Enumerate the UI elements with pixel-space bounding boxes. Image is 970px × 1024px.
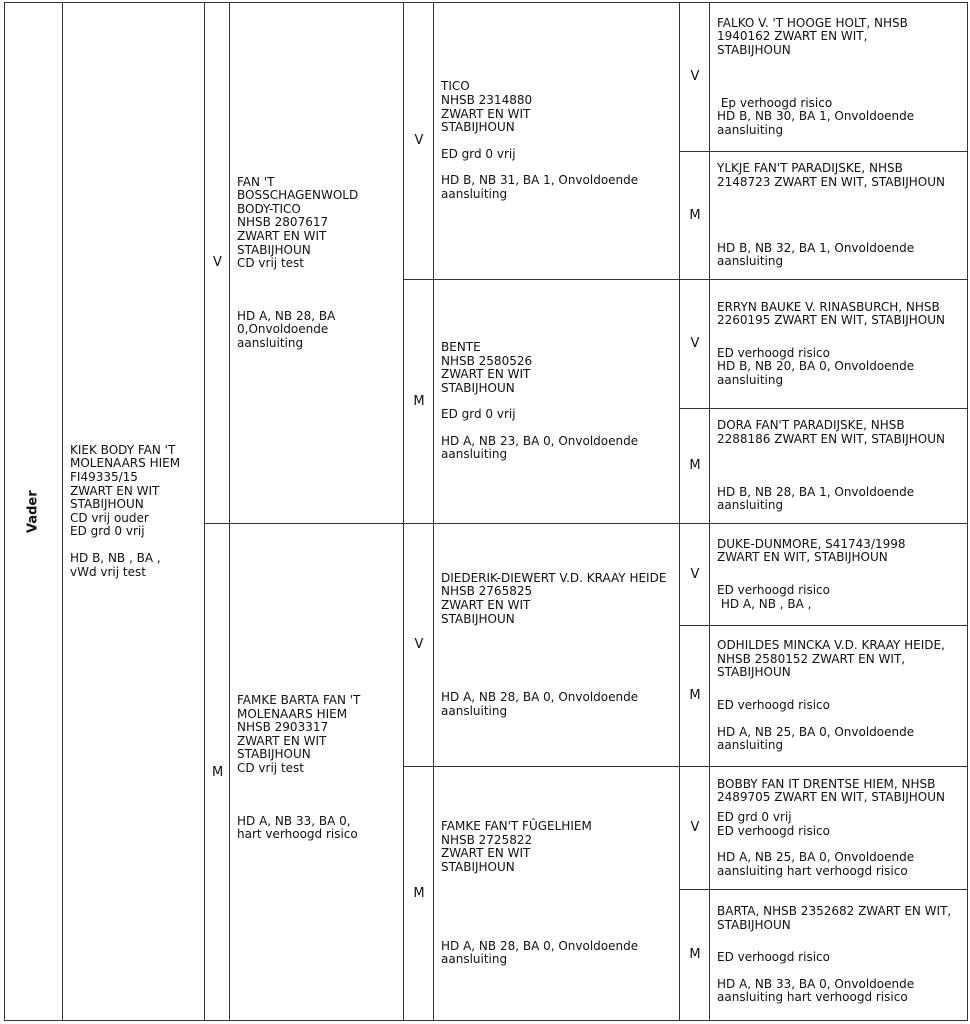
dog-name-line: 2288186 ZWART EN WIT, STABIJHOUN: [717, 431, 946, 446]
sex-marker: V: [404, 3, 434, 280]
gen2-dam-cell: [230, 524, 404, 1021]
gen4-cell: [710, 409, 968, 524]
dog-name-line: 2148723 ZWART EN WIT, STABIJHOUN: [717, 174, 946, 189]
sex-marker: M: [680, 626, 710, 767]
dog-name-line: NHSB 2580526: [441, 353, 533, 368]
dog-name-line: CD vrij test: [237, 256, 304, 271]
dog-name-line: 2489705 ZWART EN WIT, STABIJHOUN: [717, 790, 946, 805]
sire-name-line: FI49335/15: [70, 470, 138, 485]
sex-marker: M: [404, 280, 434, 524]
detail-line: aansluiting hart verhoogd risico: [717, 863, 908, 878]
dog-name-line: ZWART EN WIT: [441, 597, 531, 612]
sex-marker: M: [680, 409, 710, 524]
sex-marker: V: [680, 767, 710, 890]
dog-name-line: STABIJHOUN: [237, 242, 311, 257]
dog-name-line: FALKO V. 'T HOOGE HOLT, NHSB: [717, 15, 908, 30]
dog-name-line: FAMKE FAN'T FÛGELHIEM: [441, 819, 592, 834]
dog-name-line: STABIJHOUN: [441, 860, 515, 874]
dog-name-line: DIEDERIK-DIEWERT V.D. KRAAY HEIDE: [441, 570, 667, 585]
dog-name-line: 2260195 ZWART EN WIT, STABIJHOUN: [717, 313, 946, 328]
health-line: HD B, NB 31, BA 1, Onvoldoende: [441, 173, 639, 188]
dog-name-line: STABIJHOUN: [441, 380, 515, 395]
detail-line: ED verhoogd risico: [717, 345, 830, 360]
health-line: HD A, NB 28, BA 0, Onvoldoende: [441, 690, 639, 705]
dog-name-line: NHSB 2765825: [441, 584, 533, 599]
sex-marker: V: [680, 3, 710, 152]
sex-marker: V: [680, 524, 710, 626]
gen4-cell: [710, 524, 968, 626]
detail-line: HD B, NB 32, BA 1, Onvoldoende: [717, 240, 915, 255]
sire-name-line: ZWART EN WIT: [70, 483, 160, 498]
health-line: HD A, NB 28, BA: [237, 308, 336, 323]
detail-line: aansluiting: [717, 738, 784, 753]
dog-name-line: 1940162 ZWART EN WIT,: [717, 29, 868, 44]
detail-line: HD A, NB 33, BA 0, Onvoldoende: [717, 976, 915, 991]
detail-line: ED verhoogd risico: [717, 583, 830, 597]
dog-name-line: YLKJE FAN'T PARADIJSKE, NHSB: [717, 161, 903, 176]
dog-name-line: CD vrij test: [237, 760, 304, 775]
gen2-sire-cell: [230, 3, 404, 524]
health-line: aansluiting: [237, 335, 304, 350]
health-line: aansluiting: [441, 447, 508, 462]
dog-name-line: BOBBY FAN IT DRENTSE HIEM, NHSB: [717, 776, 936, 791]
detail-line: ED verhoogd risico: [717, 698, 830, 712]
dog-name-line: MOLENAARS HIEM: [237, 706, 348, 721]
sire-cell: [63, 3, 205, 1021]
detail-line: ED verhoogd risico: [717, 823, 830, 838]
health-line: hart verhoogd risico: [237, 827, 358, 842]
detail-line: HD B, NB 30, BA 1, Onvoldoende: [717, 109, 915, 124]
gen3-cell: [434, 280, 680, 524]
side-label: Vader: [5, 3, 63, 1021]
sire-health-line: HD B, NB , BA ,: [70, 550, 161, 565]
sex-marker: M: [680, 152, 710, 280]
dog-name-line: TICO: [441, 79, 470, 94]
health-line: HD A, NB 33, BA 0,: [237, 813, 351, 828]
detail-line: HD B, NB 28, BA 1, Onvoldoende: [717, 484, 915, 499]
sire-name-line: ED grd 0 vrij: [70, 524, 145, 539]
dog-name-line: NHSB 2725822: [441, 832, 533, 847]
dog-name-line: DUKE-DUNMORE, S41743/1998: [717, 536, 906, 551]
gen4-cell: [710, 626, 968, 767]
dog-name-line: STABIJHOUN: [237, 747, 311, 762]
dog-name-line: STABIJHOUN: [441, 120, 515, 135]
dog-name-line: BOSSCHAGENWOLD: [237, 188, 359, 203]
detail-line: aansluiting: [717, 122, 784, 137]
dog-name-line: STABIJHOUN: [717, 665, 791, 680]
dog-name-line: ZWART EN WIT: [441, 106, 531, 121]
detail-line: ED verhoogd risico: [717, 950, 830, 965]
detail-line: ED grd 0 vrij: [717, 809, 792, 824]
dog-name-line: ZWART EN WIT: [441, 846, 531, 861]
sex-marker: V: [404, 524, 434, 767]
dog-name-line: ODHILDES MINCKA V.D. KRAAY HEIDE,: [717, 638, 945, 653]
gen3-cell: [434, 767, 680, 1021]
dog-name-line: STABIJHOUN: [441, 611, 515, 626]
dog-name-line: NHSB 2580152 ZWART EN WIT,: [717, 651, 906, 666]
extra-line: ED grd 0 vrij: [441, 407, 516, 422]
sire-name-line: STABIJHOUN: [70, 497, 144, 512]
health-line: aansluiting: [441, 186, 508, 201]
dog-name-line: ZWART EN WIT, STABIJHOUN: [717, 550, 888, 565]
dog-name-line: NHSB 2314880: [441, 93, 533, 108]
sex-marker: M: [680, 890, 710, 1021]
detail-line: aansluiting: [717, 254, 784, 269]
detail-line: HD B, NB 20, BA 0, Onvoldoende: [717, 359, 915, 374]
gen4-cell: [710, 767, 968, 890]
sire-name-line: KIEK BODY FAN 'T: [70, 442, 176, 457]
detail-line: HD A, NB 25, BA 0, Onvoldoende: [717, 850, 915, 865]
extra-line: ED grd 0 vrij: [441, 146, 516, 161]
health-line: 0,Onvoldoende: [237, 322, 329, 337]
dog-name-line: ZWART EN WIT: [441, 367, 531, 382]
detail-line: HD A, NB 25, BA 0, Onvoldoende: [717, 724, 915, 739]
dog-name-line: NHSB 2903317: [237, 720, 329, 735]
health-line: aansluiting: [441, 703, 508, 718]
health-line: HD A, NB 23, BA 0, Onvoldoende: [441, 433, 639, 448]
dog-name-line: DORA FAN'T PARADIJSKE, NHSB: [717, 418, 905, 433]
gen4-cell: [710, 280, 968, 409]
gen4-cell: [710, 152, 968, 280]
health-line: HD A, NB 28, BA 0, Onvoldoende: [441, 938, 639, 953]
dog-name-line: ZWART EN WIT: [237, 733, 327, 748]
detail-line: aansluiting hart verhoogd risico: [717, 990, 908, 1005]
sex-marker: M: [205, 524, 230, 1021]
dog-name-line: ERRYN BAUKE V. RINASBURCH, NHSB: [717, 299, 940, 314]
sex-marker: V: [680, 280, 710, 409]
dog-name-line: NHSB 2807617: [237, 215, 329, 230]
dog-name-line: BARTA, NHSB 2352682 ZWART EN WIT,: [717, 904, 952, 919]
pedigree-table: [4, 2, 968, 1021]
dog-name-line: BENTE: [441, 339, 481, 354]
dog-name-line: FAMKE BARTA FAN 'T: [237, 693, 361, 707]
gen4-cell: [710, 3, 968, 152]
dog-name-line: STABIJHOUN: [717, 42, 791, 57]
detail-line: Ep verhoogd risico: [717, 95, 833, 110]
dog-name-line: FAN 'T: [237, 174, 275, 189]
health-line: aansluiting: [441, 952, 508, 967]
detail-line: aansluiting: [717, 498, 784, 513]
detail-line: aansluiting: [717, 372, 784, 387]
sire-name-line: CD vrij ouder: [70, 510, 149, 525]
detail-line: HD A, NB , BA ,: [717, 596, 812, 611]
dog-name-line: ZWART EN WIT: [237, 228, 327, 243]
sire-name-line: MOLENAARS HIEM: [70, 456, 181, 471]
dog-name-line: BODY-TICO: [237, 201, 301, 216]
gen4-cell: [710, 890, 968, 1021]
sire-health-line: vWd vrij test: [70, 564, 146, 579]
dog-name-line: STABIJHOUN: [717, 917, 791, 932]
sex-marker: M: [404, 767, 434, 1021]
gen3-cell: [434, 524, 680, 767]
gen3-cell: [434, 3, 680, 280]
sex-marker: V: [205, 3, 230, 524]
